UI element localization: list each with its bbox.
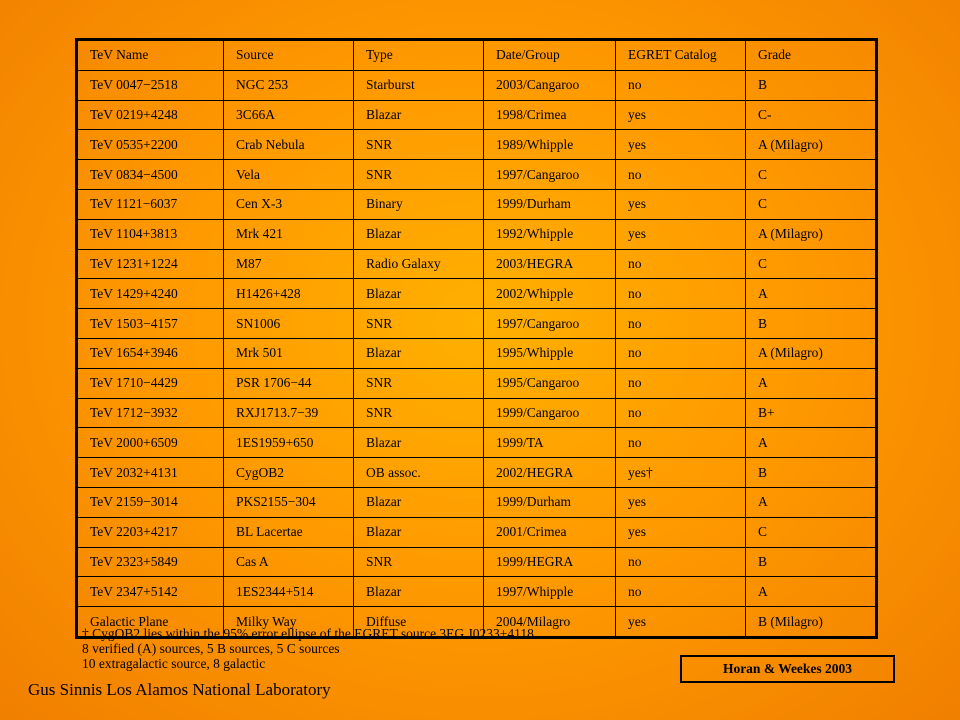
- date-group-cell: 1999/Cangaroo: [484, 398, 616, 428]
- type-cell: SNR: [354, 160, 484, 190]
- egret-catalog-cell: no: [616, 249, 746, 279]
- egret-catalog-cell: no: [616, 338, 746, 368]
- grade-cell: B: [746, 458, 877, 488]
- grade-cell: C-: [746, 100, 877, 130]
- source-cell: Milky Way: [224, 607, 354, 638]
- table-row: [77, 577, 877, 607]
- grade-cell: C: [746, 249, 877, 279]
- date-group-cell: 1992/Whipple: [484, 219, 616, 249]
- grade-cell: A (Milagro): [746, 130, 877, 160]
- table-row: [77, 487, 877, 517]
- date-group-cell: 2002/HEGRA: [484, 458, 616, 488]
- date-group-cell: 1999/Durham: [484, 487, 616, 517]
- egret-catalog-cell: yes: [616, 219, 746, 249]
- date-group-cell: 2002/Whipple: [484, 279, 616, 309]
- egret-catalog-cell: no: [616, 279, 746, 309]
- date-group-cell: 1997/Cangaroo: [484, 309, 616, 339]
- type-cell: Blazar: [354, 517, 484, 547]
- tev-name-cell: TeV 2032+4131: [77, 458, 224, 488]
- source-cell: RXJ1713.7−39: [224, 398, 354, 428]
- type-cell: OB assoc.: [354, 458, 484, 488]
- type-cell: Blazar: [354, 279, 484, 309]
- source-cell: PKS2155−304: [224, 487, 354, 517]
- type-cell: Blazar: [354, 338, 484, 368]
- grade-cell: A: [746, 428, 877, 458]
- tev-name-cell: TeV 1712−3932: [77, 398, 224, 428]
- date-group-cell: 1999/HEGRA: [484, 547, 616, 577]
- egret-catalog-cell: no: [616, 547, 746, 577]
- type-cell: Blazar: [354, 100, 484, 130]
- table-row: [77, 428, 877, 458]
- type-cell: SNR: [354, 547, 484, 577]
- grade-cell: C: [746, 517, 877, 547]
- header-date-group: Date/Group: [484, 40, 616, 71]
- table-row: [77, 458, 877, 488]
- egret-catalog-cell: yes: [616, 130, 746, 160]
- presenter-footer: Gus Sinnis Los Alamos National Laboratory: [28, 680, 331, 699]
- tev-name-cell: TeV 1121−6037: [77, 189, 224, 219]
- egret-catalog-cell: yes: [616, 607, 746, 638]
- type-cell: Diffuse: [354, 607, 484, 638]
- egret-catalog-cell: yes†: [616, 458, 746, 488]
- table-row: [77, 249, 877, 279]
- tev-name-cell: TeV 0047−2518: [77, 70, 224, 100]
- tev-name-cell: TeV 1654+3946: [77, 338, 224, 368]
- tev-name-cell: Galactic Plane: [77, 607, 224, 638]
- grade-cell: B: [746, 70, 877, 100]
- grade-cell: A: [746, 577, 877, 607]
- type-cell: SNR: [354, 130, 484, 160]
- tev-name-cell: TeV 2000+6509: [77, 428, 224, 458]
- tev-name-cell: TeV 2347+5142: [77, 577, 224, 607]
- grade-cell: B: [746, 547, 877, 577]
- source-cell: SN1006: [224, 309, 354, 339]
- header-egret-catalog: EGRET Catalog: [616, 40, 746, 71]
- table-row: [77, 368, 877, 398]
- footnote-galactic-counts: 10 extragalactic source, 8 galactic: [82, 656, 266, 671]
- source-cell: CygOB2: [224, 458, 354, 488]
- table-row: [77, 309, 877, 339]
- grade-cell: A: [746, 368, 877, 398]
- date-group-cell: 1998/Crimea: [484, 100, 616, 130]
- egret-catalog-cell: no: [616, 577, 746, 607]
- source-cell: M87: [224, 249, 354, 279]
- source-cell: 1ES1959+650: [224, 428, 354, 458]
- type-cell: Starburst: [354, 70, 484, 100]
- grade-cell: A (Milagro): [746, 338, 877, 368]
- tev-name-cell: TeV 1710−4429: [77, 368, 224, 398]
- header-source: Source: [224, 40, 354, 71]
- tev-name-cell: TeV 1231+1224: [77, 249, 224, 279]
- source-cell: H1426+428: [224, 279, 354, 309]
- table-row: [77, 189, 877, 219]
- date-group-cell: 1997/Cangaroo: [484, 160, 616, 190]
- source-cell: Cas A: [224, 547, 354, 577]
- source-cell: PSR 1706−44: [224, 368, 354, 398]
- source-cell: Crab Nebula: [224, 130, 354, 160]
- tev-name-cell: TeV 2203+4217: [77, 517, 224, 547]
- table-row: [77, 70, 877, 100]
- source-cell: Mrk 421: [224, 219, 354, 249]
- header-type: Type: [354, 40, 484, 71]
- tev-name-cell: TeV 0219+4248: [77, 100, 224, 130]
- grade-cell: C: [746, 189, 877, 219]
- source-cell: Vela: [224, 160, 354, 190]
- type-cell: Blazar: [354, 428, 484, 458]
- tev-name-cell: TeV 1503−4157: [77, 309, 224, 339]
- egret-catalog-cell: yes: [616, 517, 746, 547]
- date-group-cell: 1999/TA: [484, 428, 616, 458]
- egret-catalog-cell: yes: [616, 487, 746, 517]
- date-group-cell: 1995/Cangaroo: [484, 368, 616, 398]
- table-row: [77, 160, 877, 190]
- tev-name-cell: TeV 0535+2200: [77, 130, 224, 160]
- date-group-cell: 1995/Whipple: [484, 338, 616, 368]
- egret-catalog-cell: no: [616, 309, 746, 339]
- date-group-cell: 1999/Durham: [484, 189, 616, 219]
- grade-cell: B+: [746, 398, 877, 428]
- grade-cell: A: [746, 487, 877, 517]
- egret-catalog-cell: yes: [616, 100, 746, 130]
- source-cell: NGC 253: [224, 70, 354, 100]
- date-group-cell: 1997/Whipple: [484, 577, 616, 607]
- type-cell: Blazar: [354, 219, 484, 249]
- table-row: [77, 279, 877, 309]
- table-row: [77, 547, 877, 577]
- table-header-row: [77, 40, 877, 71]
- table-row: [77, 398, 877, 428]
- type-cell: Blazar: [354, 577, 484, 607]
- grade-cell: A: [746, 279, 877, 309]
- source-cell: BL Lacertae: [224, 517, 354, 547]
- table-row: [77, 517, 877, 547]
- table-row: [77, 130, 877, 160]
- table-body: [77, 70, 877, 637]
- header-grade: Grade: [746, 40, 877, 71]
- tev-name-cell: TeV 2159−3014: [77, 487, 224, 517]
- footnotes: [82, 626, 534, 671]
- type-cell: SNR: [354, 368, 484, 398]
- type-cell: Binary: [354, 189, 484, 219]
- type-cell: Radio Galaxy: [354, 249, 484, 279]
- table-row: [77, 219, 877, 249]
- date-group-cell: 2004/Milagro: [484, 607, 616, 638]
- grade-cell: B: [746, 309, 877, 339]
- footnote-cygob2: † CygOB2 lies within the 95% error ellipse of the EGRET source 3EG J0233+4118: [82, 626, 534, 641]
- grade-cell: C: [746, 160, 877, 190]
- table-row: [77, 100, 877, 130]
- type-cell: Blazar: [354, 487, 484, 517]
- table-row: [77, 338, 877, 368]
- header-tev-name: TeV Name: [77, 40, 224, 71]
- tev-name-cell: TeV 0834−4500: [77, 160, 224, 190]
- citation-box: Horan & Weekes 2003: [680, 655, 895, 683]
- footnote-grade-counts: 8 verified (A) sources, 5 B sources, 5 C sources: [82, 641, 340, 656]
- egret-catalog-cell: no: [616, 160, 746, 190]
- egret-catalog-cell: no: [616, 398, 746, 428]
- tev-source-table: [75, 38, 878, 639]
- date-group-cell: 2001/Crimea: [484, 517, 616, 547]
- grade-cell: B (Milagro): [746, 607, 877, 638]
- date-group-cell: 2003/Cangaroo: [484, 70, 616, 100]
- egret-catalog-cell: no: [616, 368, 746, 398]
- egret-catalog-cell: yes: [616, 189, 746, 219]
- source-cell: Mrk 501: [224, 338, 354, 368]
- source-cell: Cen X-3: [224, 189, 354, 219]
- tev-name-cell: TeV 1104+3813: [77, 219, 224, 249]
- source-cell: 3C66A: [224, 100, 354, 130]
- tev-name-cell: TeV 1429+4240: [77, 279, 224, 309]
- grade-cell: A (Milagro): [746, 219, 877, 249]
- type-cell: SNR: [354, 309, 484, 339]
- egret-catalog-cell: no: [616, 70, 746, 100]
- tev-name-cell: TeV 2323+5849: [77, 547, 224, 577]
- date-group-cell: 2003/HEGRA: [484, 249, 616, 279]
- type-cell: SNR: [354, 398, 484, 428]
- source-cell: 1ES2344+514: [224, 577, 354, 607]
- egret-catalog-cell: no: [616, 428, 746, 458]
- date-group-cell: 1989/Whipple: [484, 130, 616, 160]
